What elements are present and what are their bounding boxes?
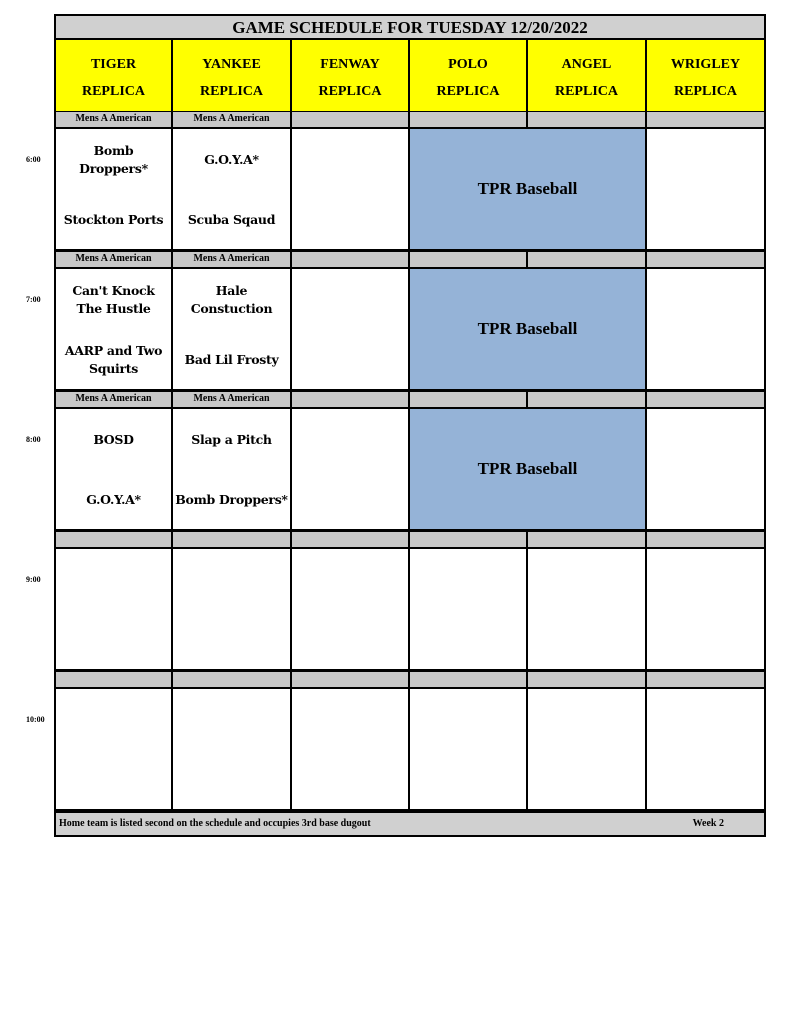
division-label (647, 671, 766, 689)
home-team (649, 335, 762, 385)
time-label: 10:00 (26, 715, 45, 724)
home-team: Scuba Sqaud (187, 212, 276, 227)
field-name: ANGEL (561, 57, 612, 72)
time-label: 6:00 (26, 155, 41, 164)
field-name: TIGER (90, 57, 137, 72)
time-label: 7:00 (26, 295, 41, 304)
division-label (647, 391, 766, 409)
division-label (54, 671, 173, 689)
visitor-team (294, 135, 406, 185)
field-name: YANKEE (202, 57, 261, 72)
home-team: Bad Lil Frosty (184, 352, 279, 367)
time-label: 9:00 (26, 575, 41, 584)
game-cell (292, 409, 410, 531)
visitor-team (649, 415, 762, 465)
field-name: POLO (448, 57, 488, 72)
visitor-team: Hale Constuction (190, 283, 273, 316)
home-team: AARP and Two Squirts (64, 343, 163, 376)
week-label: Week 2 (692, 818, 724, 829)
time-label: 8:00 (26, 435, 41, 444)
schedule-title: GAME SCHEDULE FOR TUESDAY 12/20/2022 (54, 14, 766, 40)
game-cell (54, 409, 173, 531)
field-type: REPLICA (554, 84, 618, 99)
division-label (528, 111, 647, 129)
division-label: Mens A American (173, 111, 292, 129)
schedule-footer (54, 811, 766, 837)
division-label (528, 531, 647, 549)
game-cell (173, 269, 292, 391)
game-cell (54, 269, 173, 391)
division-label: Mens A American (54, 111, 173, 129)
visitor-team (649, 135, 762, 185)
field-name: WRIGLEY (670, 57, 741, 72)
tpr-baseball-block: TPR Baseball (410, 129, 647, 251)
field-type: REPLICA (81, 84, 145, 99)
tpr-baseball-block: TPR Baseball (410, 409, 647, 531)
game-cell (647, 269, 766, 391)
visitor-team (649, 275, 762, 325)
field-type: REPLICA (436, 84, 500, 99)
visitor-team (294, 415, 406, 465)
home-team: Bomb Droppers* (175, 492, 288, 507)
division-label (528, 671, 647, 689)
division-label (410, 111, 528, 129)
field-type: REPLICA (673, 84, 737, 99)
division-label (292, 251, 410, 269)
game-cell (410, 549, 528, 671)
home-team (294, 335, 406, 385)
visitor-team: G.O.Y.A* (204, 152, 259, 167)
field-name: FENWAY (320, 57, 380, 72)
game-cell (647, 129, 766, 251)
game-cell (647, 409, 766, 531)
visitor-team: Slap a Pitch (191, 432, 272, 447)
field-type: REPLICA (199, 84, 263, 99)
division-label (410, 671, 528, 689)
division-label (292, 671, 410, 689)
field-type: REPLICA (318, 84, 382, 99)
home-team (294, 475, 406, 525)
division-label (292, 391, 410, 409)
game-cell (54, 549, 173, 671)
division-label (528, 251, 647, 269)
visitor-team: Can't Knock The Hustle (72, 283, 155, 316)
division-label (292, 531, 410, 549)
game-cell (528, 689, 647, 811)
division-label (410, 531, 528, 549)
division-label (410, 391, 528, 409)
game-cell (54, 129, 173, 251)
home-team: Stockton Ports (63, 212, 164, 227)
division-label (292, 111, 410, 129)
game-cell (173, 129, 292, 251)
home-team: G.O.Y.A* (86, 492, 141, 507)
game-cell (647, 549, 766, 671)
game-cell (54, 689, 173, 811)
visitor-team (294, 275, 406, 325)
division-label (410, 251, 528, 269)
division-label: Mens A American (54, 391, 173, 409)
home-team (649, 195, 762, 245)
home-team (649, 475, 762, 525)
game-cell (292, 549, 410, 671)
game-cell (528, 549, 647, 671)
home-team-note: Home team is listed second on the schedule and occupies 3rd base dugout (59, 818, 371, 829)
division-label: Mens A American (54, 251, 173, 269)
home-team (294, 195, 406, 245)
visitor-team: BOSD (93, 432, 134, 447)
division-label: Mens A American (173, 391, 292, 409)
game-cell (410, 689, 528, 811)
game-cell (647, 689, 766, 811)
division-label (173, 671, 292, 689)
visitor-team: Bomb Droppers* (79, 143, 148, 176)
division-label (647, 531, 766, 549)
division-label (173, 531, 292, 549)
division-label (647, 111, 766, 129)
game-cell (173, 689, 292, 811)
division-label (528, 391, 647, 409)
game-cell (292, 269, 410, 391)
division-label: Mens A American (173, 251, 292, 269)
tpr-baseball-block: TPR Baseball (410, 269, 647, 391)
game-cell (173, 409, 292, 531)
game-cell (292, 129, 410, 251)
game-cell (292, 689, 410, 811)
division-label (647, 251, 766, 269)
game-cell (173, 549, 292, 671)
division-label (54, 531, 173, 549)
